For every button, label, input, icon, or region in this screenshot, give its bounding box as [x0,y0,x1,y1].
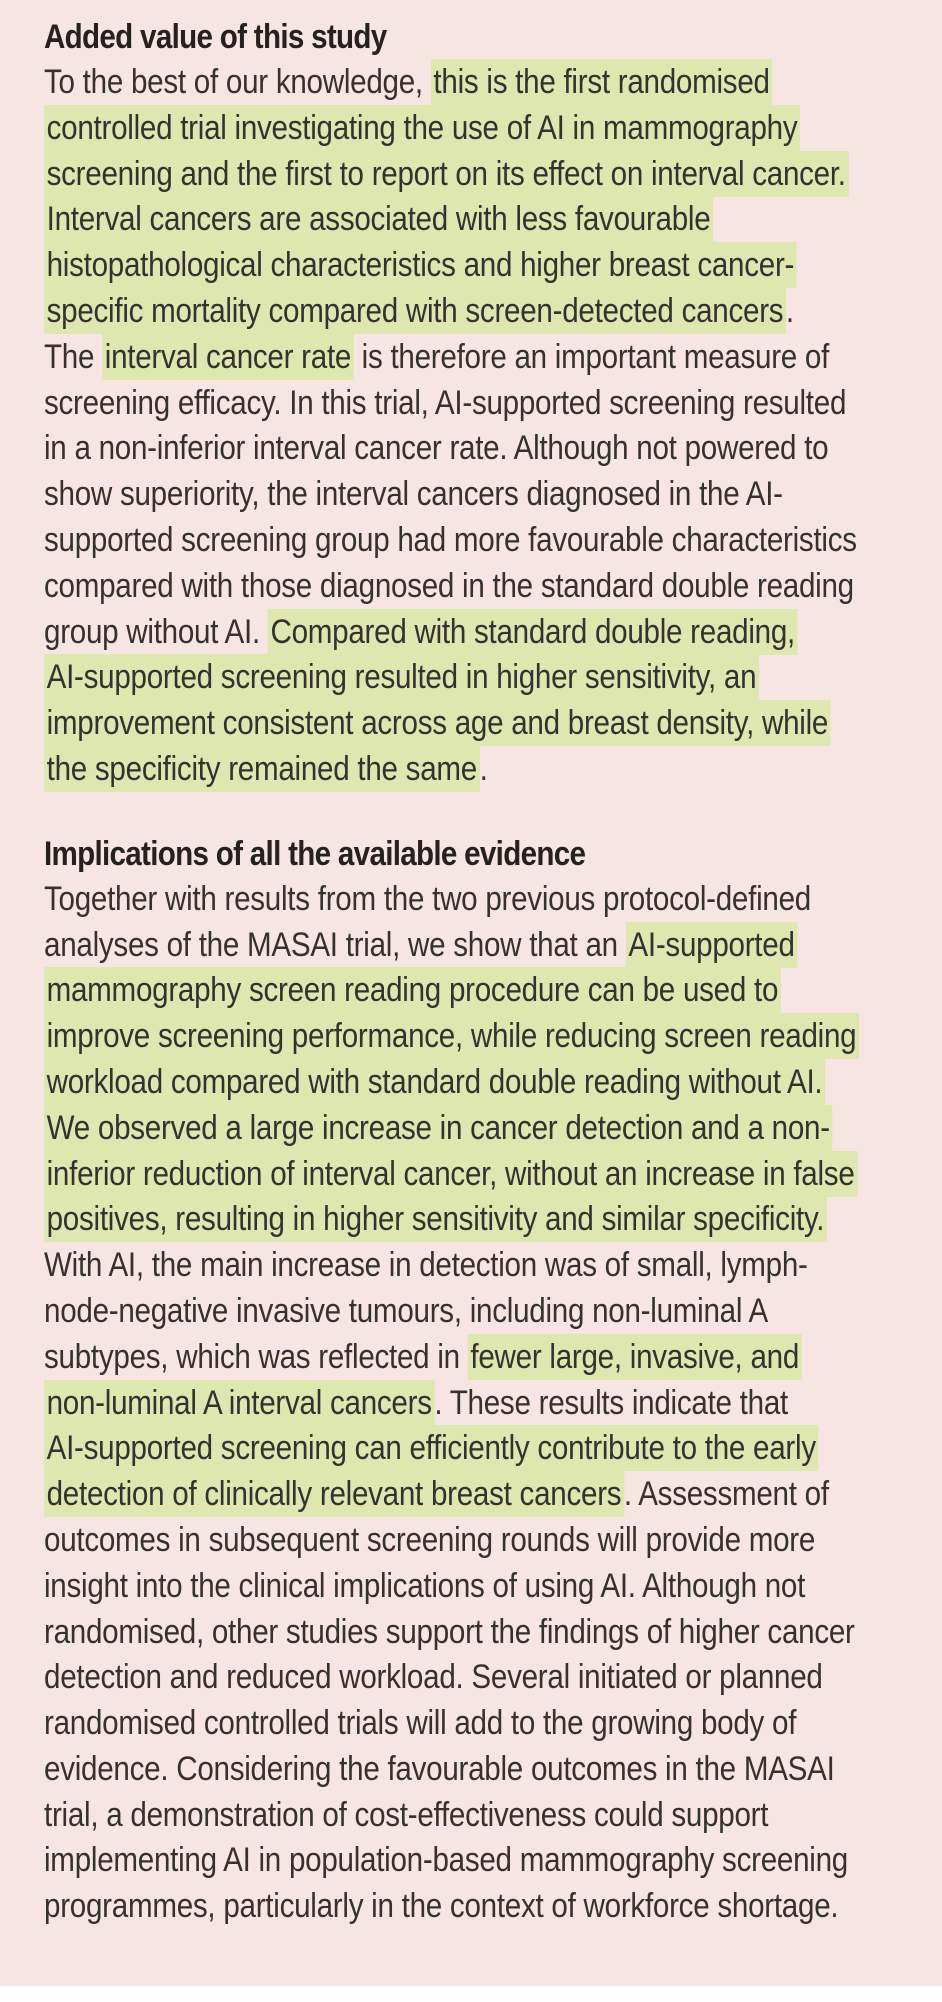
text-line [44,1518,923,1564]
highlighted-text: inferior reduction of interval cancer, without an increase in false [44,1151,857,1197]
text-line [44,1106,923,1152]
text-line [44,1289,923,1335]
text-line [44,1381,923,1427]
text-line [44,747,923,793]
text-segment: screening efficacy. In this trial, AI-supported screening resulted [44,383,847,422]
text-line [44,1335,923,1381]
text-line [44,472,923,518]
text-line [44,1564,923,1610]
text-line [44,335,923,381]
text-line [44,381,923,427]
text-line [44,968,923,1014]
text-segment: show superiority, the interval cancers diagnosed in the AI- [44,475,783,514]
text-line [44,152,923,198]
text-line [44,197,923,243]
text-line [44,1426,923,1472]
highlighted-text: workload compared with standard double reading without AI. [44,1059,825,1105]
text-line [44,1152,923,1198]
text-line [44,106,923,152]
text-line [44,1472,923,1518]
text-segment: node-negative invasive tumours, including non-luminal A [44,1291,768,1330]
text-line [44,60,923,106]
highlighted-text: fewer large, invasive, and [468,1334,802,1380]
text-segment: implementing AI in population-based mammography screening [44,1841,848,1880]
highlighted-text: non-luminal A interval cancers [44,1380,434,1426]
text-line [44,289,923,335]
highlighted-text: detection of clinically relevant breast cancers [44,1471,624,1517]
text-segment: detection and reduced workload. Several initiated or planned [44,1658,823,1697]
text-segment: trial, a demonstration of cost-effectiveness could support [44,1795,769,1834]
text-line [44,1838,923,1884]
text-segment: analyses of the MASAI trial, we show that an [44,925,626,964]
text-line [44,1610,923,1656]
text-line [44,1884,923,1930]
text-segment: randomised, other studies support the findings of higher cancer [44,1612,855,1651]
highlighted-text: AI-supported [626,922,797,968]
text-line [44,1701,923,1747]
highlighted-text: Compared with standard double reading, [268,609,798,655]
section-body-implications [44,877,923,1930]
text-segment: . Assessment of [623,1475,829,1514]
text-segment: . These results indicate that [434,1383,788,1422]
highlighted-text: improvement consistent across age and breast density, while [44,700,831,746]
text-line [44,1793,923,1839]
text-line [44,610,923,656]
text-segment: . [785,291,794,330]
section-body-added-value [44,60,923,793]
text-line [44,1655,923,1701]
text-segment: programmes, particularly in the context of workforce shortage. [44,1887,839,1926]
highlighted-text: We observed a large increase in cancer detection and a non- [44,1105,832,1151]
text-segment: To the best of our knowledge, [44,63,431,101]
highlighted-text: screening and the first to report on its effect on interval cancer. [44,151,848,197]
text-line [44,518,923,564]
highlighted-text: mammography screen reading procedure can be used to [44,967,781,1013]
section-heading-implications: Implications of all the available evidence [44,834,586,873]
text-line [44,1197,923,1243]
text-line [44,701,923,747]
text-line [44,243,923,289]
bottom-margin [0,1986,942,2002]
text-segment: compared with those diagnosed in the standard double reading [44,566,854,605]
highlighted-text: the specificity remained the same [44,746,480,792]
highlighted-text: histopathological characteristics and higher breast cancer- [44,242,797,288]
highlighted-text: specific mortality compared with screen-detected cancers [44,288,786,334]
text-line [44,877,923,923]
text-segment: is therefore an important measure of [353,337,830,376]
text-segment: Together with results from the two previous protocol-defined [44,879,811,918]
text-line [44,564,923,610]
text-line [44,1014,923,1060]
highlighted-text: AI-supported screening resulted in higher sensitivity, an [44,654,759,700]
highlighted-text: this is the first randomised [431,59,773,105]
text-segment: subtypes, which was reflected in [44,1337,468,1376]
text-line [44,1243,923,1289]
text-segment: randomised controlled trials will add to the growing body of [44,1704,797,1743]
text-line [44,655,923,701]
highlighted-text: interval cancer rate [102,334,354,380]
highlighted-text: positives, resulting in higher sensitivity and similar specificity. [44,1196,827,1242]
highlighted-text: Interval cancers are associated with less favourable [44,196,713,242]
highlighted-text: controlled trial investigating the use of AI in mammography [44,105,800,151]
text-segment: The [44,337,103,376]
text-segment: supported screening group had more favourable characteristics [44,520,857,559]
text-line [44,426,923,472]
highlighted-text: improve screening performance, while reducing screen reading [44,1013,859,1059]
highlighted-text: AI-supported screening can efficiently contribute to the early [44,1425,818,1471]
text-segment: With AI, the main increase in detection was of small, lymph- [44,1246,808,1285]
text-segment: insight into the clinical implications of using AI. Although not [44,1566,806,1605]
text-line [44,923,923,969]
text-line [44,1747,923,1793]
text-segment: evidence. Considering the favourable outcomes in the MASAI [44,1749,835,1788]
text-segment: group without AI. [44,612,268,651]
text-line [44,1060,923,1106]
text-segment: outcomes in subsequent screening rounds will provide more [44,1520,816,1559]
text-segment: . [479,749,488,788]
panel-content [44,14,923,1930]
text-segment: in a non-inferior interval cancer rate. Although not powered to [44,429,829,468]
section-heading-added-value: Added value of this study [44,18,387,56]
